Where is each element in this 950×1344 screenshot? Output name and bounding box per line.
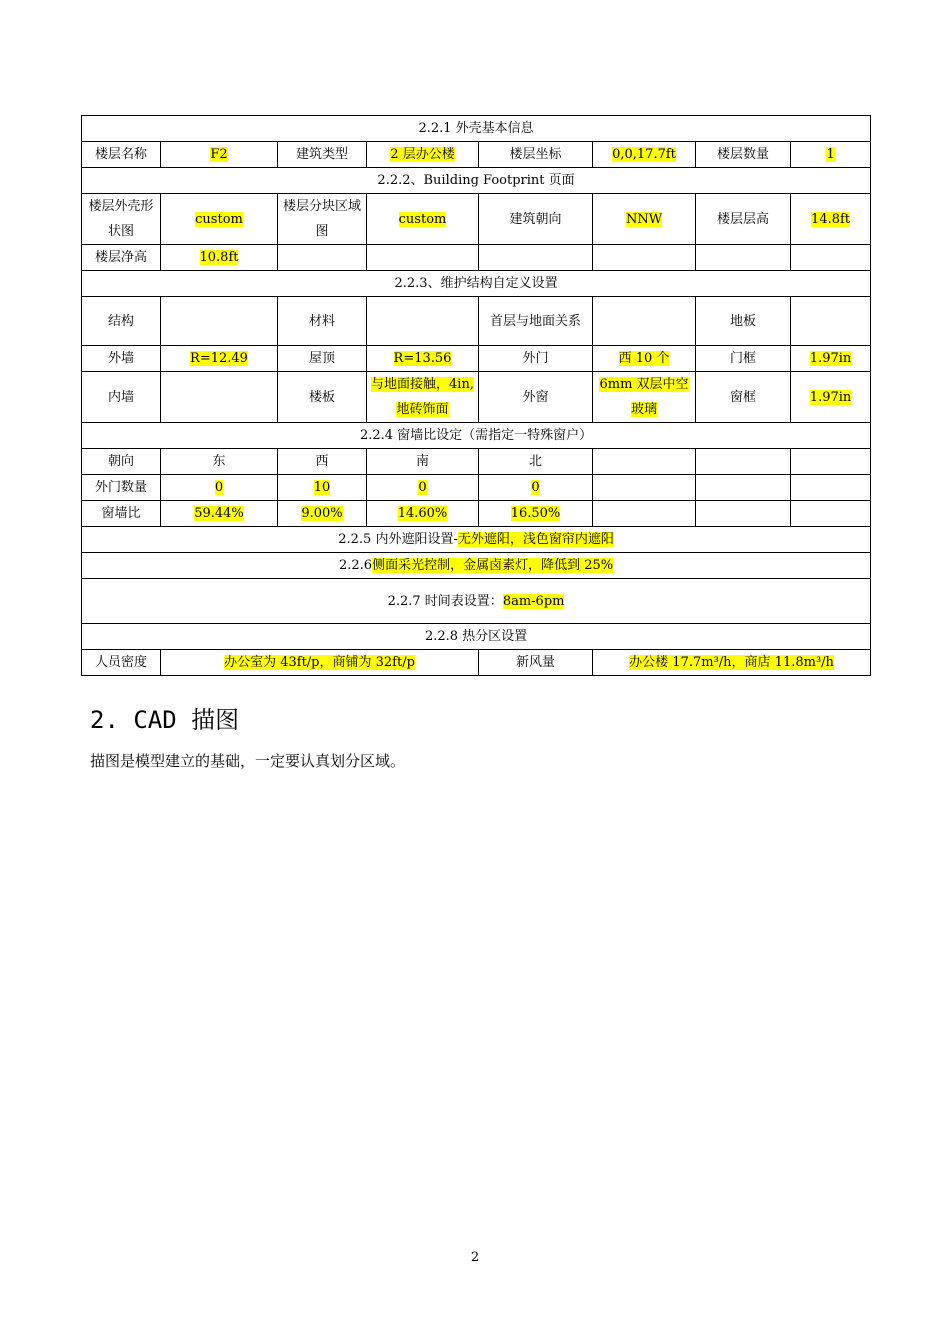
density-value: 办公室为 43ft/p，商铺为 32ft/p — [224, 655, 415, 670]
door-count-label: 外门数量 — [82, 475, 161, 501]
ratio-south: 14.60% — [397, 506, 448, 521]
roof-label: 屋顶 — [278, 346, 367, 372]
shape-value: custom — [195, 211, 243, 227]
schedule-label: 2.2.7 时间表设置： — [387, 593, 503, 609]
window-frame-value: 1.97in — [809, 389, 852, 405]
building-type-value: 2 层办公楼 — [390, 147, 455, 162]
floor-count-label: 楼层数量 — [696, 142, 791, 168]
door-count-east: 0 — [214, 480, 224, 495]
ratio-west: 9.00% — [301, 506, 343, 521]
section-heading: 2. CAD 描图 — [90, 706, 240, 734]
block-label: 楼层分块区域图 — [278, 194, 367, 245]
exterior-window-label: 外窗 — [479, 372, 593, 423]
shape-label: 楼层外壳形状图 — [82, 194, 161, 245]
floor-label: 地板 — [696, 297, 791, 346]
orientation-value: NNW — [625, 211, 663, 227]
section-body: 描图是模型建立的基础，一定要认真划分区域。 — [90, 752, 406, 770]
window-ratio-title: 2.2.4 窗墙比设定（需指定一特殊窗户） — [82, 423, 871, 449]
page-number: 2 — [470, 1250, 480, 1265]
floor-name-value: F2 — [210, 147, 228, 162]
exterior-wall-label: 外墙 — [82, 346, 161, 372]
exterior-door-value: 西 10 个 — [618, 351, 670, 366]
material-label: 材料 — [278, 297, 367, 346]
shell-title: 2.2.1 外壳基本信息 — [82, 116, 871, 142]
ground-relation-label: 首层与地面关系 — [479, 297, 593, 346]
window-frame-label: 窗框 — [696, 372, 791, 423]
shading-label: 2.2.5 内外遮阳设置- — [338, 532, 458, 547]
floor-coord-label: 楼层坐标 — [479, 142, 593, 168]
roof-value: R=13.56 — [393, 351, 452, 366]
building-type-label: 建筑类型 — [278, 142, 367, 168]
slab-label: 楼板 — [278, 372, 367, 423]
daylight-value: 侧面采光控制，金属卤素灯，降低到 25% — [372, 558, 614, 573]
shading-value: 无外遮阳，浅色窗帘内遮阳 — [457, 532, 614, 547]
schedule-row — [82, 579, 871, 624]
south-header: 南 — [367, 449, 479, 475]
density-label: 人员密度 — [82, 650, 161, 676]
floor-name-label: 楼层名称 — [82, 142, 161, 168]
door-count-west: 10 — [313, 480, 331, 495]
interior-wall-value — [161, 372, 278, 423]
footprint-title: 2.2.2、Building Footprint 页面 — [82, 168, 871, 194]
clear-height-label: 楼层净高 — [82, 245, 161, 271]
envelope-title: 2.2.3、维护结构自定义设置 — [82, 271, 871, 297]
schedule-value: 8am-6pm — [502, 593, 565, 609]
orientation-header: 朝向 — [82, 449, 161, 475]
door-count-north: 0 — [531, 480, 540, 495]
floor-coord-value: 0,0,17.7ft — [612, 147, 676, 162]
east-header: 东 — [161, 449, 278, 475]
thermal-title: 2.2.8 热分区设置 — [82, 624, 871, 650]
ratio-north: 16.50% — [510, 506, 561, 521]
shading-row — [82, 527, 871, 553]
ratio-label: 窗墙比 — [82, 501, 161, 527]
fresh-air-value: 办公楼 17.7m³/h，商店 11.8m³/h — [629, 655, 834, 670]
structure-label: 结构 — [82, 297, 161, 346]
block-value: custom — [398, 211, 447, 227]
north-header: 北 — [479, 449, 593, 475]
spec-table — [81, 115, 871, 676]
slab-value: 与地面接触，4in,地砖饰面 — [371, 377, 474, 417]
orientation-label: 建筑朝向 — [479, 194, 593, 245]
floor-height-value: 14.8ft — [811, 211, 851, 227]
fresh-air-label: 新风量 — [479, 650, 593, 676]
floor-count-value: 1 — [826, 147, 835, 162]
daylight-row — [82, 553, 871, 579]
exterior-window-value: 6mm 双层中空玻璃 — [599, 377, 689, 417]
daylight-label: 2.2.6 — [338, 558, 373, 573]
door-count-south: 0 — [418, 480, 427, 495]
clear-height-value: 10.8ft — [199, 250, 239, 265]
exterior-wall-value: R=12.49 — [190, 351, 248, 366]
door-frame-label: 门框 — [696, 346, 791, 372]
west-header: 西 — [278, 449, 367, 475]
exterior-door-label: 外门 — [479, 346, 593, 372]
door-frame-value: 1.97in — [809, 351, 852, 366]
ratio-east: 59.44% — [194, 506, 244, 521]
floor-height-label: 楼层层高 — [696, 194, 791, 245]
interior-wall-label: 内墙 — [82, 372, 161, 423]
